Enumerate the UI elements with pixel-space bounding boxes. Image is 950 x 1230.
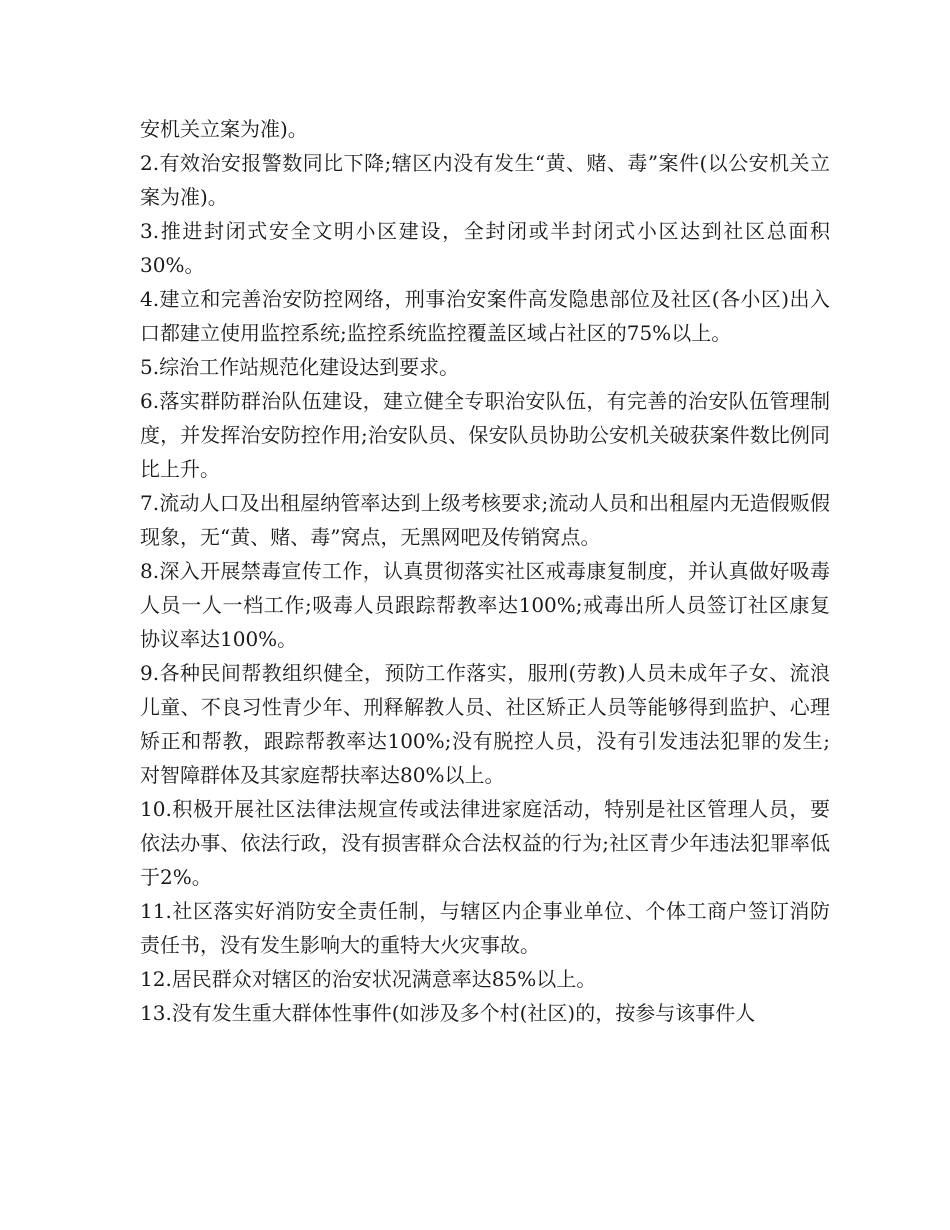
document-body: [140, 112, 830, 1030]
paragraph-item-8: 8.深入开展禁毒宣传工作，认真贯彻落实社区戒毒康复制度，并认真做好吸毒人员一人一档工作;吸毒人员跟踪帮教率达100%;戒毒出所人员签订社区康复协议率达100%。: [140, 559, 830, 651]
paragraph-item-4: 4.建立和完善治安防控网络，刑事治安案件高发隐患部位及社区(各小区)出入口都建立使用监控系统;监控系统监控覆盖区域占社区的75%以上。: [140, 287, 830, 345]
paragraph-item-12: 12.居民群众对辖区的治安状况满意率达85%以上。: [140, 967, 597, 991]
paragraph-item-6: 6.落实群防群治队伍建设，建立健全专职治安队伍，有完善的治安队伍管理制度，并发挥治安防控作用;治安队员、保安队员协助公安机关破获案件数比例同比上升。: [140, 389, 830, 481]
paragraph-item-9: 9.各种民间帮教组织健全，预防工作落实，服刑(劳教)人员未成年子女、流浪儿童、不良习性青少年、刑释解教人员、社区矫正人员等能够得到监护、心理矫正和帮教，跟踪帮教率达100%;没有脱控人员，没有引发违法犯罪的发生;对智障群体及其家庭帮扶率达80%以上。: [140, 661, 830, 787]
paragraph-item-13: 13.没有发生重大群体性事件(如涉及多个村(社区)的，按参与该事件人: [140, 1001, 756, 1025]
paragraph-item-7: 7.流动人口及出租屋纳管率达到上级考核要求;流动人员和出租屋内无造假贩假现象，无“黄、赌、毒”窝点，无黑网吧及传销窝点。: [140, 491, 830, 549]
paragraph-item-3: 3.推进封闭式安全文明小区建设，全封闭或半封闭式小区达到社区总面积30%。: [140, 219, 830, 277]
paragraph-item-5: 5.综治工作站规范化建设达到要求。: [140, 355, 460, 379]
paragraph-item-11: 11.社区落实好消防安全责任制，与辖区内企事业单位、个体工商户签订消防责任书，没有发生影响大的重特大火灾事故。: [140, 899, 830, 957]
paragraph-continuation: 安机关立案为准)。: [140, 117, 308, 141]
paragraph-item-2: 2.有效治安报警数同比下降;辖区内没有发生“黄、赌、毒”案件(以公安机关立案为准)。: [140, 151, 830, 209]
paragraph-item-10: 10.积极开展社区法律法规宣传或法律进家庭活动，特别是社区管理人员，要依法办事、依法行政，没有损害群众合法权益的行为;社区青少年违法犯罪率低于2%。: [140, 797, 830, 889]
